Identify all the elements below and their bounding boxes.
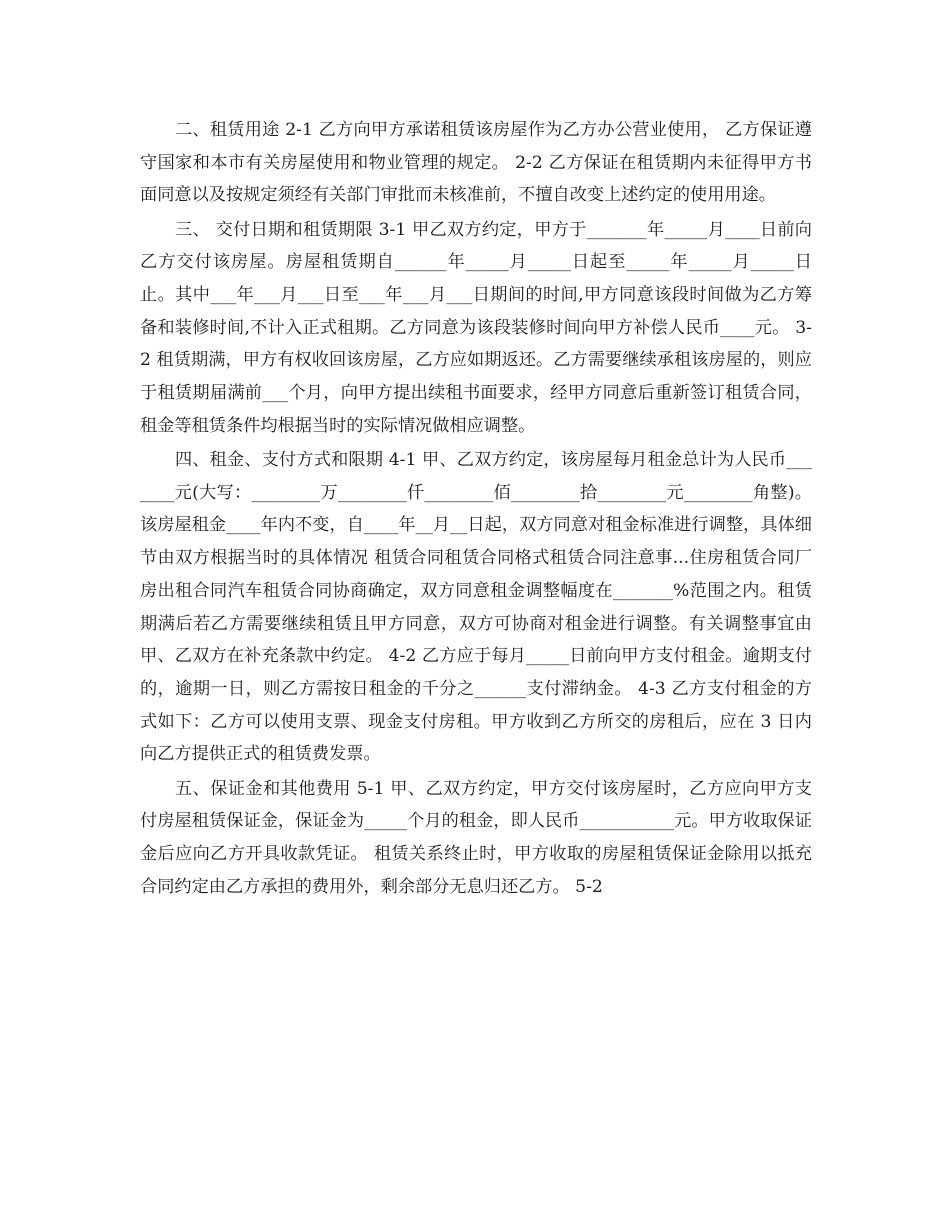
paragraph-rent-and-payment: 四、租金、支付方式和限期 4-1 甲、乙双方约定，该房屋每月租金总计为人民币_______元(大写：________万________仟________佰________拾________元________角整)。 该房屋租金____年内不变，自____年__月__日起，双方同意对租金标准进行调整，具体细节由双方根据当时的具体情况 租赁合同租赁合同格式租赁合同注意事...住房租赁合同厂房出租合同汽车租赁合同协商确定，双方同意租金调整幅度在_______%范围之内。租赁期满后若乙方需要继续租赁且甲方同意，双方可协商对租金进行调整。有关调整事宜由甲、乙双方在补充条款中约定。 4-2 乙方应于每月_____日前向甲方支付租金。逾期支付的，逾期一日，则乙方需按日租金的千分之______支付滞纳金。 4-3 乙方支付租金的方式如下：乙方可以使用支票、现金支付房租。甲方收到乙方所交的房租后，应在 3 日内向乙方提供正式的租赁费发票。 — [140, 450, 818, 765]
paragraph-usage-terms: 二、租赁用途 2-1 乙方向甲方承诺租赁该房屋作为乙方办公营业使用， 乙方保证遵守国家和本市有关房屋使用和物业管理的规定。 2-2 乙方保证在租赁期内未征得甲方书面同意以及按规定须经有关部门审批而未核准前，不擅自改变上述约定的使用用途。 — [140, 120, 812, 206]
paragraph-delivery-and-term: 三、 交付日期和租赁期限 3-1 甲乙双方约定，甲方于_______年_____月____日前向乙方交付该房屋。房屋租赁期自______年_____月_____日起至_____年_____月_____日止。其中___年___月___日至___年___月___日期间的时间,甲方同意该段时间做为乙方筹备和装修时间,不计入正式租期。乙方同意为该段装修时间向甲方补偿人民币____元。 3-2 租赁期满，甲方有权收回该房屋，乙方应如期返还。乙方需要继续承租该房屋的，则应于租赁期届满前___个月，向甲方提出续租书面要求，经甲方同意后重新签订租赁合同，租金等租赁条件均根据当时的实际情况做相应调整。 — [140, 219, 812, 436]
paragraph-deposit-and-fees: 五、保证金和其他费用 5-1 甲、乙双方约定，甲方交付该房屋时，乙方应向甲方支付房屋租赁保证金，保证金为_____个月的租金，即人民币___________元。甲方收取保证金后应向乙方开具收款凭证。 租赁关系终止时，甲方收取的房屋租赁保证金除用以抵充合同约定由乙方承担的费用外，剩余部分无息归还乙方。 5-2 — [140, 778, 812, 897]
